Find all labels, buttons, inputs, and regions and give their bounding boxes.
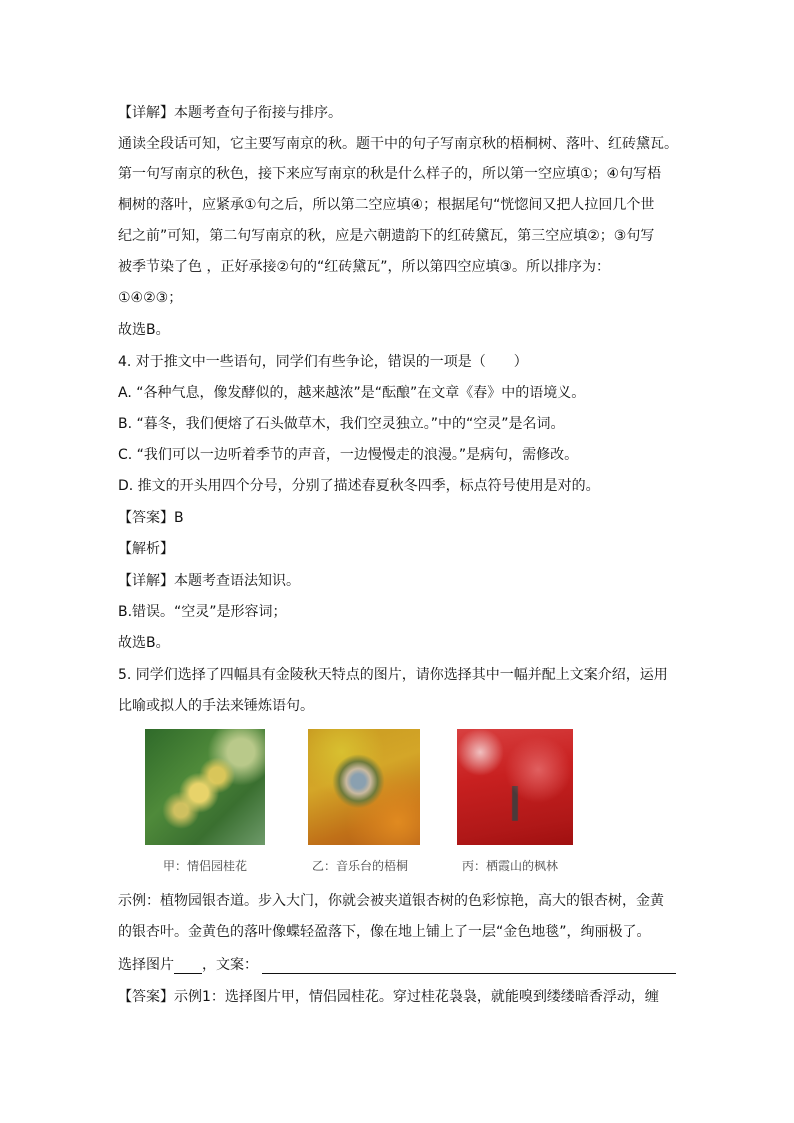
fill-in-line <box>118 956 676 974</box>
paragraph-line: ①④②③； <box>118 290 183 306</box>
question-5-stem-cont: 比喻或拟人的手法来锤炼语句。 <box>118 698 314 714</box>
choose-picture-label: 选择图片 <box>118 957 174 973</box>
explain-line: B.错误。“空灵”是形容词； <box>118 604 287 620</box>
paragraph-line: 纪之前”可知，第二句写南京的秋，应是六朝遗韵下的红砖黛瓦，第三空应填②；③句写 <box>118 228 655 244</box>
choice-line: 故选B。 <box>118 635 170 651</box>
copy-blank[interactable] <box>262 959 676 974</box>
picture-blank[interactable] <box>174 959 202 974</box>
option-c: C. “我们可以一边听着季节的声音，一边慢慢走的浪漫。”是病句，需修改。 <box>118 447 579 463</box>
option-a: A. “各种气息，像发酵似的，越来越浓”是“酝酿”在文章《春》中的语境义。 <box>118 385 586 401</box>
choice-line: 故选B。 <box>118 322 170 338</box>
analysis-label: 【解析】 <box>118 541 174 557</box>
caption-bing: 丙：栖霞山的枫林 <box>462 859 559 873</box>
detail-heading: 【详解】本题考查句子衔接与排序。 <box>118 105 342 121</box>
maple-forest-photo <box>457 729 573 845</box>
example-line: 的银杏叶。金黄色的落叶像蝶轻盈落下，像在地上铺上了一层“金色地毯”，绚丽极了。 <box>118 924 651 940</box>
paragraph-line: 被季节染了色 ，正好承接②句的“红砖黛瓦”，所以第四空应填③。所以排序为： <box>118 259 611 275</box>
option-d: D. 推文的开头用四个分号，分别了描述春夏秋冬四季，标点符号使用是对的。 <box>118 478 600 494</box>
osmanthus-photo <box>145 729 265 845</box>
paragraph-line: 第一句写南京的秋色，接下来应写南京的秋是什么样子的，所以第一空应填①；④句写梧 <box>118 166 662 182</box>
question-5-stem: 5. 同学们选择了四幅具有金陵秋天特点的图片，请你选择其中一幅并配上文案介绍，运用 <box>118 667 668 683</box>
paragraph-line: 通读全段话可知，它主要写南京的秋。题干中的句子写南京秋的梧桐树、落叶、红砖黛瓦。 <box>118 136 678 152</box>
example-line: 示例：植物园银杏道。步入大门，你就会被夹道银杏树的色彩惊艳，高大的银杏树，金黄 <box>118 893 664 909</box>
answer-line: 【答案】示例1：选择图片甲，情侣园桂花。穿过桂花袅袅，就能嗅到缕缕暗香浮动，缠 <box>118 989 659 1005</box>
caption-jia: 甲：情侣园桂花 <box>163 859 248 873</box>
question-4-stem: 4. 对于推文中一些语句，同学们有些争论，错误的一项是（ ） <box>118 354 528 370</box>
copy-label: ，文案： <box>202 957 258 973</box>
answer-line: 【答案】B <box>118 510 184 526</box>
detail-line: 【详解】本题考查语法知识。 <box>118 573 300 589</box>
caption-yi: 乙：音乐台的梧桐 <box>312 859 409 873</box>
music-stage-photo <box>308 729 420 845</box>
paragraph-line: 桐树的落叶，应紧承①句之后，所以第二空应填④；根据尾句“恍惚间又把人拉回几个世 <box>118 197 655 213</box>
option-b: B. “暮冬，我们便熔了石头做草木，我们空灵独立。”中的“空灵”是名词。 <box>118 416 565 432</box>
